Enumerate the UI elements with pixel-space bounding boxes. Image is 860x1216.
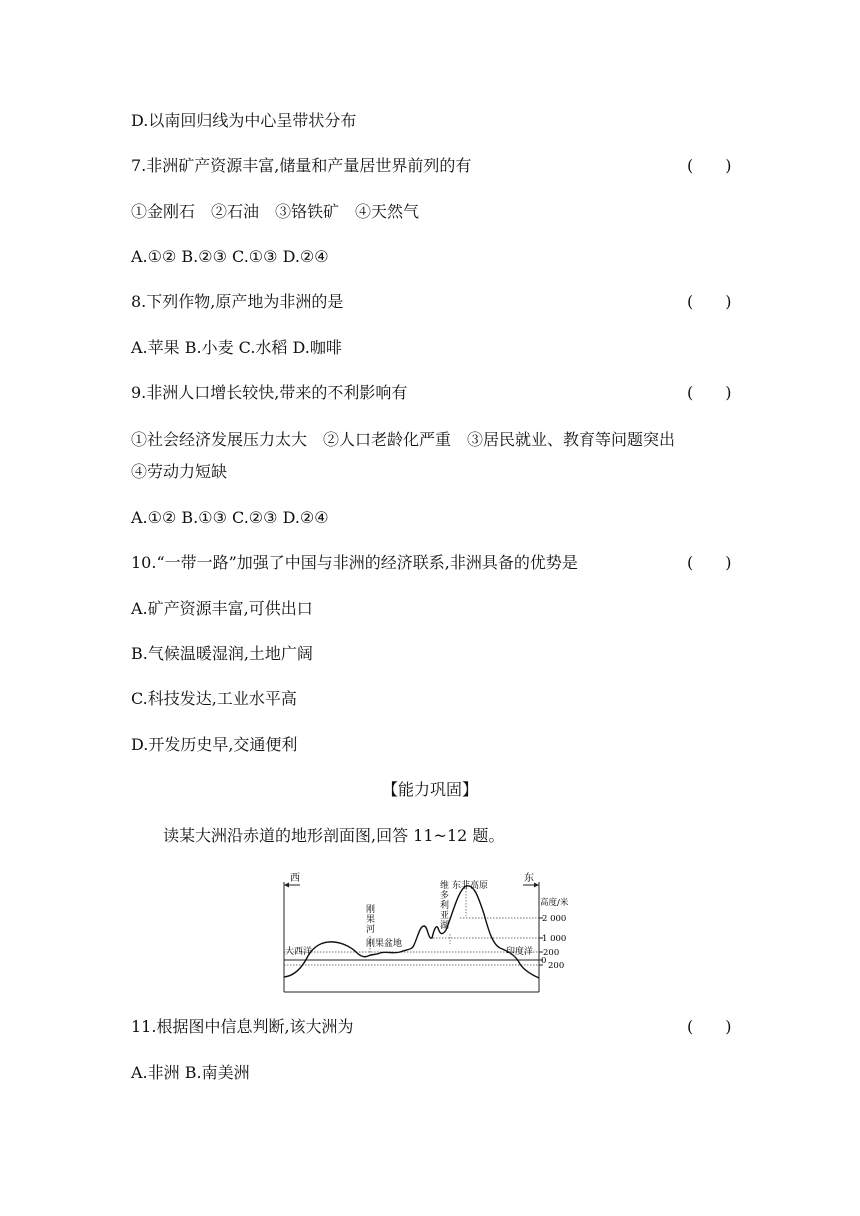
q6-option-d: D.以南回归线为中心呈带状分布 — [131, 111, 357, 130]
section-heading: 【能力巩固】 — [381, 780, 478, 799]
q9-items-line2: ④劳动力短缺 — [131, 462, 228, 481]
q7-items: ①金刚石 ②石油 ③铬铁矿 ④天然气 — [131, 202, 420, 221]
q8-options: A.苹果 B.小麦 C.水稻 D.咖啡 — [131, 338, 342, 357]
east-label: 东 — [524, 873, 534, 884]
tick-0: 0 — [541, 956, 547, 966]
q10-option-d: D.开发历史早,交通便利 — [131, 735, 298, 754]
svg-text:河: 河 — [366, 925, 376, 935]
tick-1000: 1 000 — [542, 934, 567, 944]
congo-basin-label: 刚果盆地 — [366, 939, 403, 949]
question-9: 9.非洲人口增长较快,带来的不利影响有 — [131, 383, 408, 402]
atlantic-ocean-label: 大西洋 — [285, 947, 313, 957]
question-7: 7.非洲矿产资源丰富,储量和产量居世界前列的有 — [131, 156, 472, 175]
axis-label: 高度/米 — [540, 898, 569, 908]
q7-options: A.①② B.②③ C.①③ D.②④ — [131, 247, 329, 266]
question-8: 8.下列作物,原产地为非洲的是 — [131, 292, 344, 311]
terrain-profile-figure — [280, 868, 580, 996]
svg-text:维: 维 — [440, 881, 450, 891]
answer-blank-9[interactable]: ( ) — [687, 383, 732, 402]
terrain-profile-line — [284, 886, 539, 978]
west-label: 西 — [290, 873, 300, 884]
q10-option-b: B.气候温暖湿润,土地广阔 — [131, 644, 313, 663]
question-11: 11.根据图中信息判断,该大洲为 — [131, 1017, 354, 1036]
indian-ocean-label: 印度洋 — [506, 947, 534, 957]
answer-blank-11[interactable]: ( ) — [687, 1017, 732, 1036]
answer-blank-7[interactable]: ( ) — [687, 156, 732, 175]
svg-text:亚: 亚 — [440, 911, 450, 921]
q9-items-line1: ①社会经济发展压力太大 ②人口老龄化严重 ③居民就业、教育等问题突出 — [131, 430, 676, 449]
answer-blank-10[interactable]: ( ) — [687, 553, 732, 572]
svg-text:利: 利 — [440, 901, 450, 911]
svg-text:果: 果 — [366, 915, 376, 925]
figure-intro: 读某大洲沿赤道的地形剖面图,回答 11~12 题。 — [163, 826, 505, 845]
victoria-lake-label — [440, 879, 449, 931]
q10-option-c: C.科技发达,工业水平高 — [131, 689, 297, 708]
q9-options: A.①② B.①③ C.②③ D.②④ — [131, 508, 329, 527]
answer-blank-8[interactable]: ( ) — [687, 292, 732, 311]
east-african-plateau-label: 东非高原 — [452, 881, 489, 891]
tick-200-below: 200 — [548, 961, 565, 971]
q10-option-a: A.矿产资源丰富,可供出口 — [131, 599, 313, 618]
svg-text:湖: 湖 — [440, 921, 450, 931]
question-10: 10.“一带一路”加强了中国与非洲的经济联系,非洲具备的优势是 — [131, 553, 578, 572]
svg-text:多: 多 — [440, 891, 450, 901]
congo-river-label — [366, 903, 375, 935]
tick-2000: 2 000 — [542, 914, 567, 924]
svg-text:刚: 刚 — [366, 905, 376, 915]
tick-200-above: 200 — [543, 948, 560, 958]
q11-options: A.非洲 B.南美洲 — [131, 1063, 250, 1082]
